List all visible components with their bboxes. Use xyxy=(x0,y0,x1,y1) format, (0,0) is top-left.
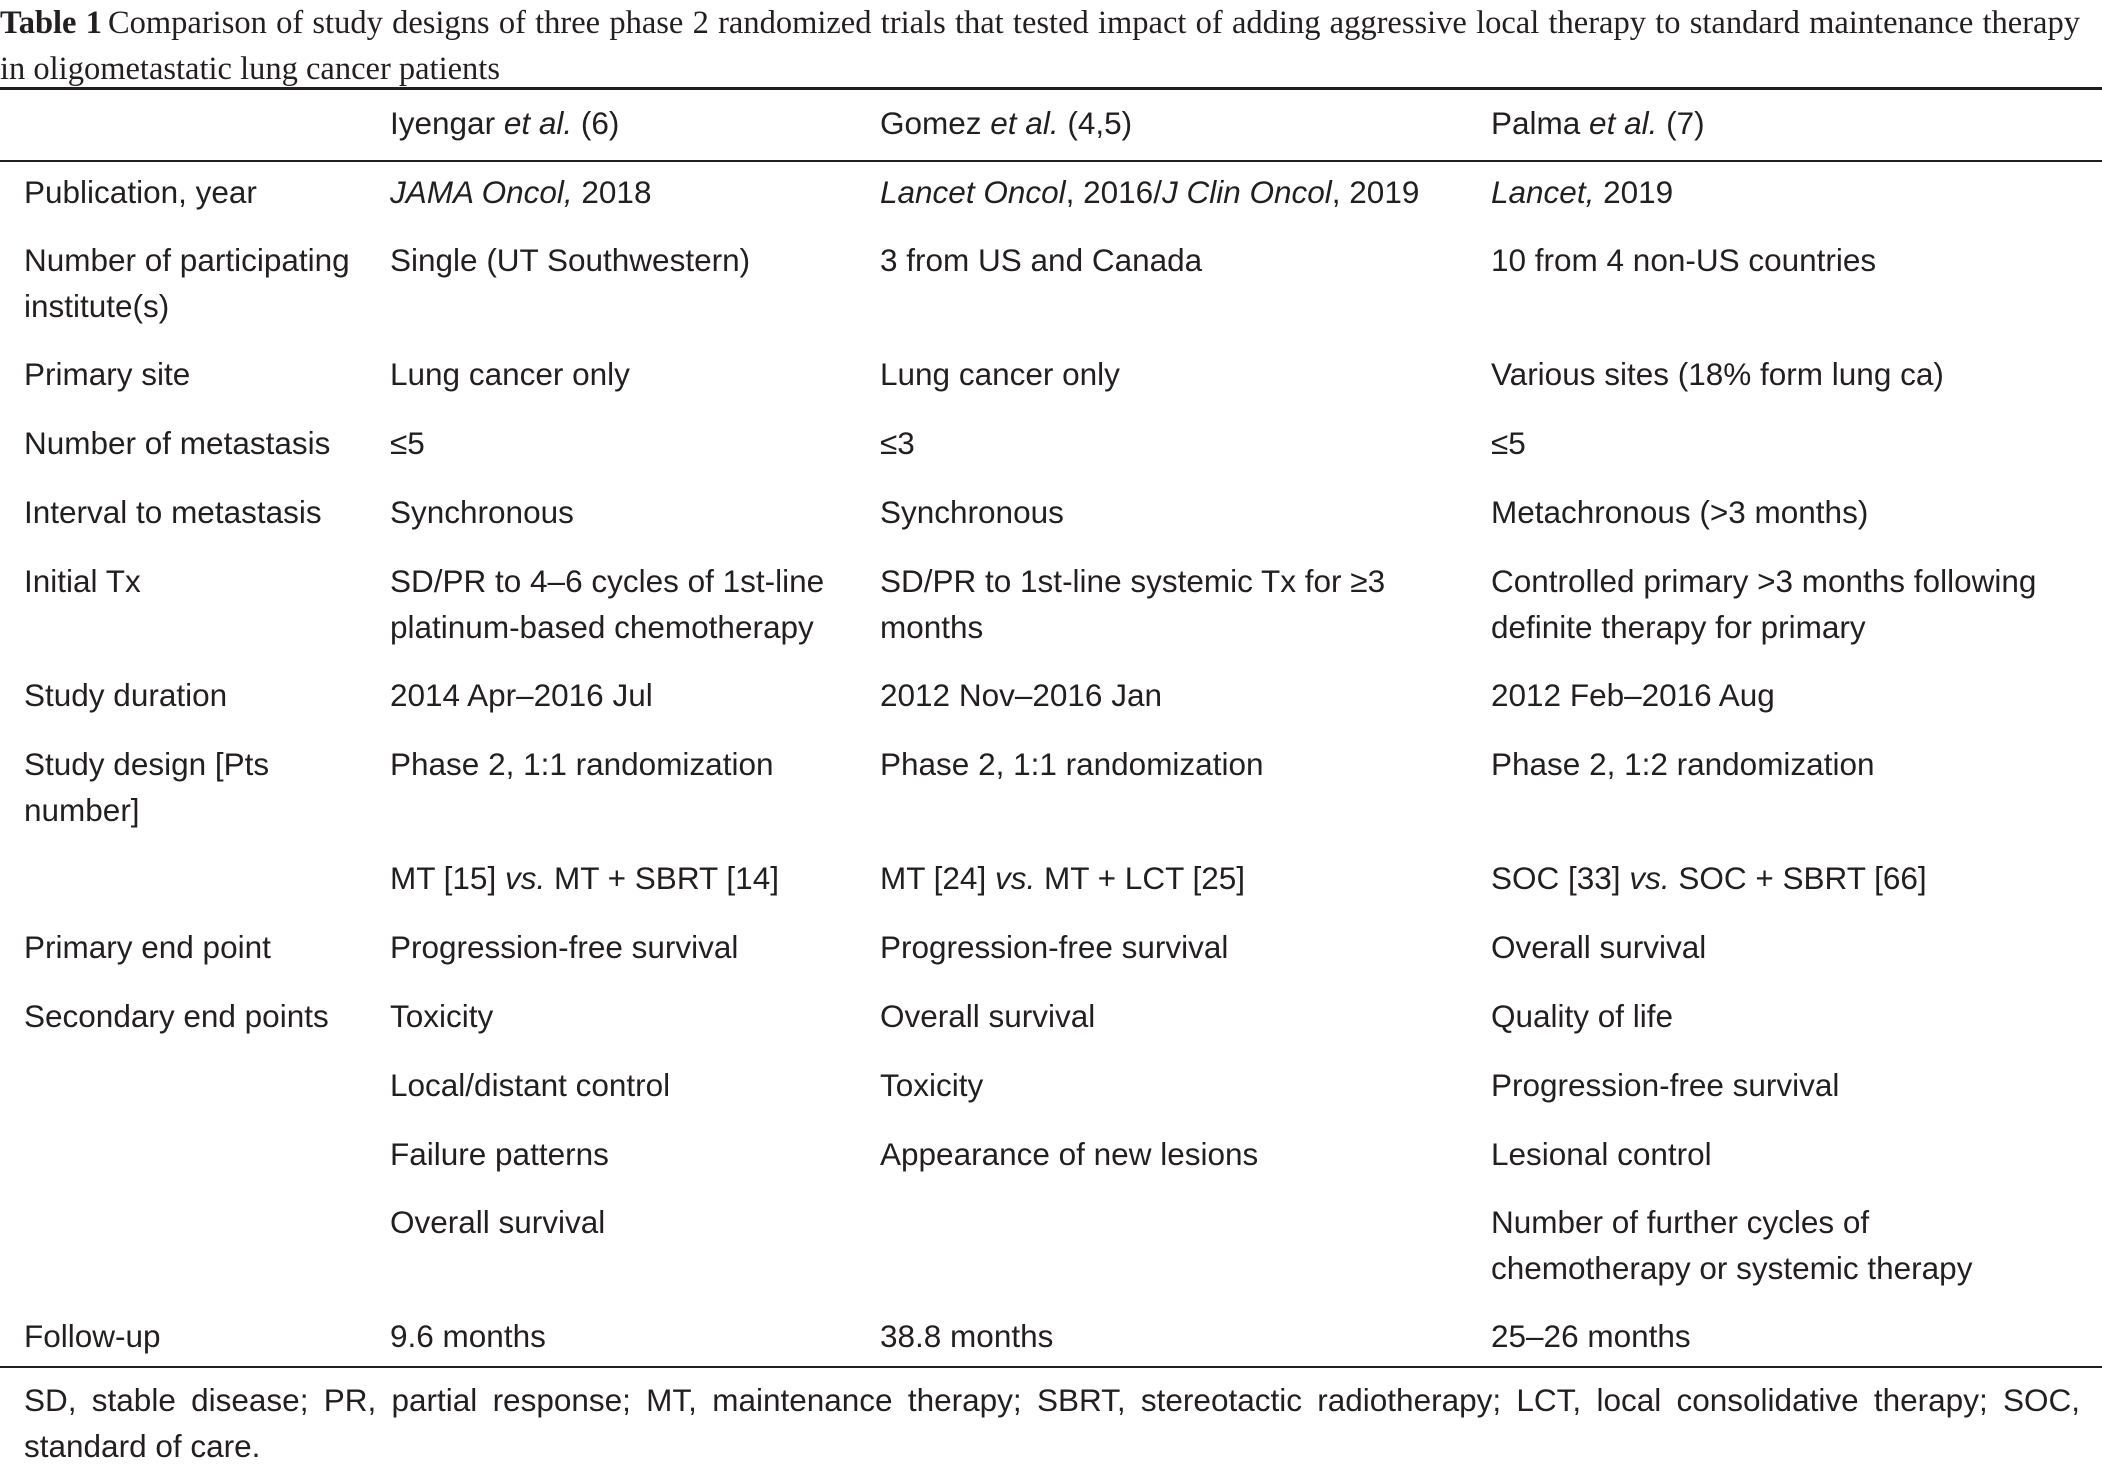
header-palma: Palma et al. (7) xyxy=(1491,105,1705,141)
cell-num-metastasis-palma: ≤5 xyxy=(1491,425,1526,461)
row-label-interval: Interval to metastasis xyxy=(24,494,322,530)
cell-initial-tx-iyengar-line1: SD/PR to 4–6 cycles of 1st-line xyxy=(390,563,825,599)
cell-secondary-palma-2: Progression-free survival xyxy=(1491,1067,1840,1103)
cell-primary-site-palma: Various sites (18% form lung ca) xyxy=(1491,356,1944,392)
cell-secondary-palma-4: Number of further cycles of xyxy=(1491,1204,1870,1240)
cell-secondary-iyengar-2: Local/distant control xyxy=(390,1067,671,1103)
cell-followup-iyengar: 9.6 months xyxy=(390,1318,546,1354)
cell-initial-tx-gomez-line1: SD/PR to 1st-line systemic Tx for ≥3 xyxy=(880,563,1386,599)
header-gomez: Gomez et al. (4,5) xyxy=(880,105,1133,141)
cell-institutes-iyengar: Single (UT Southwestern) xyxy=(390,242,751,278)
table-footnote: SD, stable disease; PR, partial response; MT, maintenance therapy; SBRT, stereotactic radiotherapy; LCT, local consolidative therapy; SOC, standard of care. xyxy=(24,1382,2080,1464)
cell-initial-tx-palma-line2: definite therapy for primary xyxy=(1491,609,1866,645)
row-label-institutes-line1: Number of participating xyxy=(24,242,350,278)
cell-initial-tx-gomez-line2: months xyxy=(880,609,984,645)
cell-secondary-gomez-2: Toxicity xyxy=(880,1067,984,1103)
cell-primary-endpoint-iyengar: Progression-free survival xyxy=(390,929,739,965)
header-iyengar: Iyengar et al. (6) xyxy=(390,105,620,141)
cell-secondary-palma-1: Quality of life xyxy=(1491,998,1674,1034)
cell-publication-palma: Lancet, 2019 xyxy=(1491,174,1674,210)
cell-interval-iyengar: Synchronous xyxy=(390,494,574,530)
cell-secondary-gomez-3: Appearance of new lesions xyxy=(880,1136,1259,1172)
cell-secondary-gomez-1: Overall survival xyxy=(880,998,1096,1034)
cell-duration-palma: 2012 Feb–2016 Aug xyxy=(1491,677,1775,713)
cell-interval-palma: Metachronous (>3 months) xyxy=(1491,494,1869,530)
row-label-design-line1: Study design [Pts xyxy=(24,746,270,782)
cell-duration-iyengar: 2014 Apr–2016 Jul xyxy=(390,677,653,713)
row-label-primary-endpoint: Primary end point xyxy=(24,929,271,965)
row-label-publication: Publication, year xyxy=(24,174,257,210)
cell-duration-gomez: 2012 Nov–2016 Jan xyxy=(880,677,1162,713)
cell-interval-gomez: Synchronous xyxy=(880,494,1064,530)
cell-secondary-palma-3: Lesional control xyxy=(1491,1136,1712,1172)
cell-num-metastasis-gomez: ≤3 xyxy=(880,425,915,461)
cell-primary-endpoint-palma: Overall survival xyxy=(1491,929,1707,965)
row-label-institutes-line2: institute(s) xyxy=(24,288,170,324)
cell-followup-gomez: 38.8 months xyxy=(880,1318,1054,1354)
cell-arms-gomez: MT [24] vs. MT + LCT [25] xyxy=(880,860,1246,896)
cell-institutes-palma: 10 from 4 non-US countries xyxy=(1491,242,1877,278)
cell-design-gomez: Phase 2, 1:1 randomization xyxy=(880,746,1264,782)
cell-secondary-palma-5: chemotherapy or systemic therapy xyxy=(1491,1250,1973,1286)
row-label-num-metastasis: Number of metastasis xyxy=(24,425,331,461)
row-label-followup: Follow-up xyxy=(24,1318,161,1354)
row-label-primary-site: Primary site xyxy=(24,356,191,392)
cell-design-iyengar: Phase 2, 1:1 randomization xyxy=(390,746,774,782)
cell-primary-site-gomez: Lung cancer only xyxy=(880,356,1120,392)
cell-institutes-gomez: 3 from US and Canada xyxy=(880,242,1203,278)
cell-design-palma: Phase 2, 1:2 randomization xyxy=(1491,746,1875,782)
row-label-design-line2: number] xyxy=(24,792,140,828)
cell-initial-tx-iyengar-line2: platinum-based chemotherapy xyxy=(390,609,814,645)
top-rule xyxy=(0,87,2102,90)
cell-primary-endpoint-gomez: Progression-free survival xyxy=(880,929,1229,965)
cell-secondary-iyengar-1: Toxicity xyxy=(390,998,494,1034)
row-label-initial-tx: Initial Tx xyxy=(24,563,141,599)
header-rule xyxy=(0,160,2102,162)
cell-secondary-iyengar-4: Overall survival xyxy=(390,1204,606,1240)
cell-secondary-iyengar-3: Failure patterns xyxy=(390,1136,609,1172)
row-label-secondary-endpoints: Secondary end points xyxy=(24,998,329,1034)
cell-followup-palma: 25–26 months xyxy=(1491,1318,1691,1354)
table-label: Table 1 xyxy=(0,5,102,41)
cell-arms-palma: SOC [33] vs. SOC + SBRT [66] xyxy=(1491,860,1927,896)
row-label-duration: Study duration xyxy=(24,677,228,713)
cell-num-metastasis-iyengar: ≤5 xyxy=(390,425,425,461)
bottom-rule xyxy=(0,1366,2102,1368)
table-caption-text: Comparison of study designs of three phase 2 randomized trials that tested impact of adding aggressive local therapy to standard maintenance therapy in oligometastatic lung cancer patients xyxy=(0,5,2080,87)
cell-primary-site-iyengar: Lung cancer only xyxy=(390,356,630,392)
cell-arms-iyengar: MT [15] vs. MT + SBRT [14] xyxy=(390,860,779,896)
cell-publication-gomez: Lancet Oncol, 2016/J Clin Oncol, 2019 xyxy=(880,174,1420,210)
table-caption xyxy=(0,0,2080,92)
cell-publication-iyengar: JAMA Oncol, 2018 xyxy=(390,174,652,210)
cell-initial-tx-palma-line1: Controlled primary >3 months following xyxy=(1491,563,2037,599)
